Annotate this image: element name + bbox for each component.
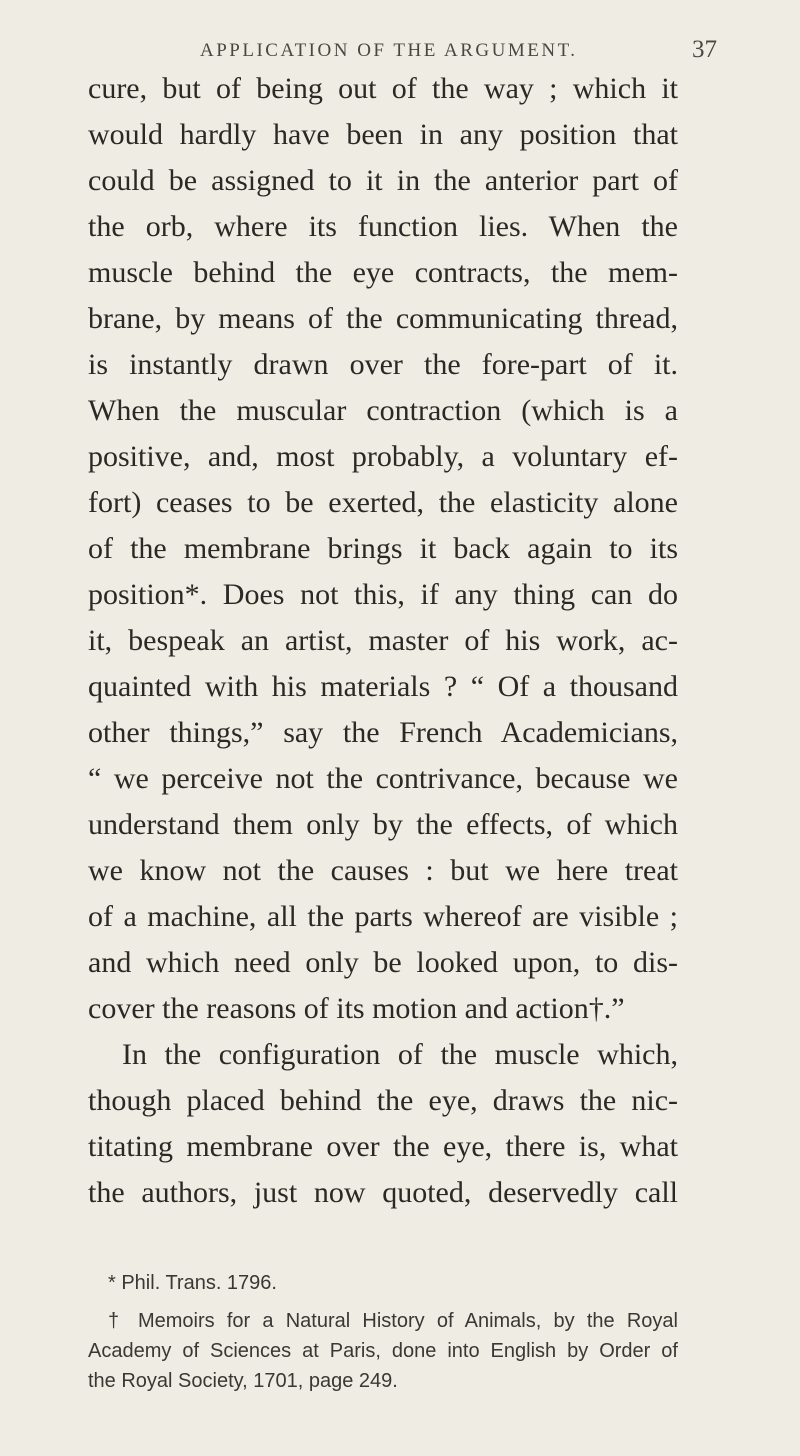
text-line: it, bespeak an artist, master of his work, ac- — [88, 624, 678, 657]
text-line: is instantly drawn over the fore-part of it. — [88, 348, 678, 381]
text-line: other things,” say the French Academicians, — [88, 716, 678, 749]
text-line: we know not the causes : but we here treat — [88, 854, 678, 887]
running-head-title: APPLICATION OF THE ARGUMENT. — [200, 40, 578, 61]
text-line: In the configuration of the muscle which, — [122, 1038, 678, 1071]
text-line: cure, but of being out of the way ; which it — [88, 72, 678, 105]
text-line: When the muscular contraction (which is a — [88, 394, 678, 427]
text-line: could be assigned to it in the anterior part of — [88, 164, 678, 197]
text-line: the authors, just now quoted, deservedly call — [88, 1176, 678, 1209]
text-line: “ we perceive not the contrivance, because we — [88, 762, 678, 795]
text-line: fort) ceases to be exerted, the elasticity alone — [88, 486, 678, 519]
text-line: positive, and, most probably, a voluntary ef- — [88, 440, 678, 473]
text-line: muscle behind the eye contracts, the mem- — [88, 256, 678, 289]
text-line: position*. Does not this, if any thing can do — [88, 578, 678, 611]
footnote-phil-trans: * Phil. Trans. 1796. — [108, 1272, 277, 1294]
text-line: quainted with his materials ? “ Of a thousand — [88, 670, 678, 703]
text-line: of a machine, all the parts whereof are visible ; — [88, 900, 678, 933]
text-line: understand them only by the effects, of which — [88, 808, 678, 841]
text-line: titating membrane over the eye, there is, what — [88, 1130, 678, 1163]
text-line: would hardly have been in any position that — [88, 118, 678, 151]
footnote-memoirs-continued: Academy of Sciences at Paris, done into English by Order of — [88, 1340, 678, 1362]
text-line: of the membrane brings it back again to its — [88, 532, 678, 565]
page-number: 37 — [692, 36, 717, 63]
text-line: and which need only be looked upon, to dis- — [88, 946, 678, 979]
text-line: brane, by means of the communicating thread, — [88, 302, 678, 335]
footnote-memoirs-continued: the Royal Society, 1701, page 249. — [88, 1370, 398, 1392]
footnote-memoirs: † Memoirs for a Natural History of Animals, by the Royal — [108, 1310, 678, 1332]
text-line: the orb, where its function lies. When the — [88, 210, 678, 243]
text-line: cover the reasons of its motion and action†.” — [88, 992, 625, 1025]
text-line: though placed behind the eye, draws the nic- — [88, 1084, 678, 1117]
